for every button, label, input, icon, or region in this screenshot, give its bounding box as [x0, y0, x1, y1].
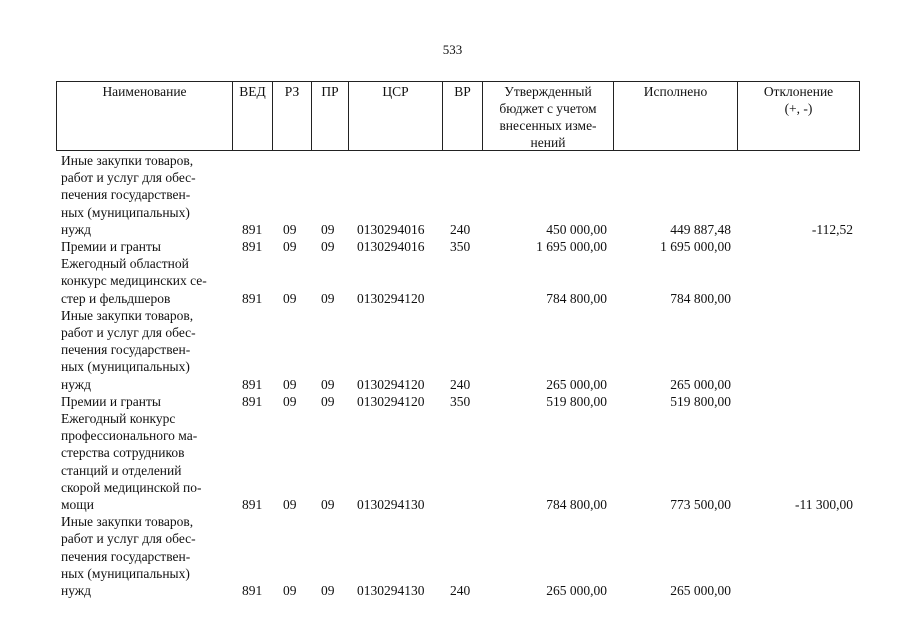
row-name-line: Иные закупки товаров,: [61, 153, 194, 168]
row-ved: 891: [242, 239, 263, 254]
row-executed: 265 000,00: [670, 376, 731, 392]
row-approved: 519 800,00: [546, 393, 607, 409]
row-name-line: конкурс медицинских се-: [61, 273, 207, 289]
header-csr-label: ЦСР: [382, 84, 409, 99]
row-pr: 09: [321, 497, 335, 512]
row-name-line: стерства сотрудников: [61, 445, 185, 461]
row-ved: 891: [242, 583, 263, 598]
row-executed: 773 500,00: [670, 497, 731, 512]
row-csr: 0130294130: [357, 497, 425, 512]
row-name-line: Ежегодный конкурс: [61, 411, 176, 426]
row-rz: 09: [283, 290, 297, 306]
page-number: 533: [442, 42, 463, 57]
header-deviation-line-2: (+, -): [784, 101, 813, 116]
row-pr: 09: [321, 376, 335, 392]
row-executed: 265 000,00: [670, 583, 731, 598]
row-approved: 1 695 000,00: [536, 239, 607, 254]
row-name-line: печения государствен-: [61, 187, 191, 203]
row-rz: 09: [283, 221, 297, 237]
row-name-line: профессионального ма-: [61, 428, 198, 444]
row-name-line: Иные закупки товаров,: [61, 307, 194, 323]
header-ved: [233, 82, 273, 150]
header-approved-line-3: внесенных изме-: [499, 118, 597, 133]
row-name-line: ных (муниципальных): [61, 359, 190, 375]
row-name-line: Премии и гранты: [61, 239, 161, 254]
row-csr: 0130294120: [357, 393, 425, 409]
row-pr: 09: [321, 221, 335, 237]
row-name-line: Премии и гранты: [61, 393, 161, 409]
header-approved-line-4: нений: [530, 135, 566, 150]
row-name-line: ных (муниципальных): [61, 565, 190, 581]
header-deviation: [738, 82, 859, 150]
header-pr: [312, 82, 349, 150]
row-ved: 891: [242, 221, 263, 237]
row-name-line: нужд: [61, 583, 91, 598]
row-name-line: работ и услуг для обес-: [61, 531, 196, 547]
row-vr: 350: [450, 239, 471, 254]
row-approved: 450 000,00: [546, 221, 607, 237]
header-ved-label: ВЕД: [239, 84, 266, 99]
row-rz: 09: [283, 239, 297, 254]
row-executed: 449 887,48: [670, 221, 731, 237]
header-approved: [483, 82, 614, 150]
row-name-line: печения государствен-: [61, 548, 191, 564]
row-ved: 891: [242, 376, 263, 392]
header-deviation-line-1: Отклонение: [763, 84, 834, 99]
row-name-line: Ежегодный областной: [61, 256, 189, 272]
row-rz: 09: [283, 376, 297, 392]
row-name-line: нужд: [61, 376, 91, 392]
row-pr: 09: [321, 583, 335, 598]
table-header: [56, 81, 860, 151]
row-ved: 891: [242, 497, 263, 512]
row-csr: 0130294130: [357, 583, 425, 598]
row-vr: 240: [450, 583, 471, 598]
header-pr-label: ПР: [321, 84, 339, 99]
row-name-line: стер и фельдшеров: [61, 290, 171, 306]
header-name: [57, 82, 233, 150]
row-executed: 519 800,00: [670, 393, 731, 409]
row-approved: 784 800,00: [546, 290, 607, 306]
header-vr: [443, 82, 483, 150]
row-name-line: Иные закупки товаров,: [61, 514, 194, 530]
row-rz: 09: [283, 393, 297, 409]
row-vr: 350: [450, 393, 471, 409]
row-pr: 09: [321, 290, 335, 306]
row-csr: 0130294016: [357, 239, 425, 254]
row-ved: 891: [242, 393, 263, 409]
row-pr: 09: [321, 393, 335, 409]
row-csr: 0130294120: [357, 290, 425, 306]
header-rz-label: РЗ: [284, 84, 300, 99]
row-name-line: работ и услуг для обес-: [61, 325, 196, 340]
row-name-line: ных (муниципальных): [61, 204, 190, 220]
row-executed: 1 695 000,00: [660, 239, 731, 254]
row-pr: 09: [321, 239, 335, 254]
row-approved: 265 000,00: [546, 583, 607, 598]
header-approved-line-1: Утвержденный: [504, 84, 592, 99]
row-deviation: -11 300,00: [795, 497, 853, 512]
row-name-line: скорой медицинской по-: [61, 479, 202, 495]
row-name-line: мощи: [61, 497, 94, 512]
row-approved: 265 000,00: [546, 376, 607, 392]
header-approved-line-2: бюджет с учетом: [499, 101, 597, 116]
row-vr: 240: [450, 376, 471, 392]
header-executed-label: Исполнено: [643, 84, 708, 99]
row-approved: 784 800,00: [546, 497, 607, 512]
header-executed: [614, 82, 738, 150]
header-name-label: Наименование: [102, 84, 187, 99]
row-name-line: работ и услуг для обес-: [61, 170, 196, 186]
row-ved: 891: [242, 290, 263, 306]
row-csr: 0130294120: [357, 376, 425, 392]
row-name-line: печения государствен-: [61, 342, 191, 358]
header-csr: [349, 82, 443, 150]
row-name-line: станций и отделений: [61, 462, 182, 478]
header-rz: [273, 82, 312, 150]
row-deviation: -112,52: [811, 221, 853, 237]
row-name-line: нужд: [61, 221, 91, 237]
header-vr-label: ВР: [454, 84, 471, 99]
row-executed: 784 800,00: [670, 290, 731, 306]
row-rz: 09: [283, 583, 297, 598]
row-vr: 240: [450, 221, 471, 237]
row-csr: 0130294016: [357, 221, 425, 237]
row-rz: 09: [283, 497, 297, 512]
